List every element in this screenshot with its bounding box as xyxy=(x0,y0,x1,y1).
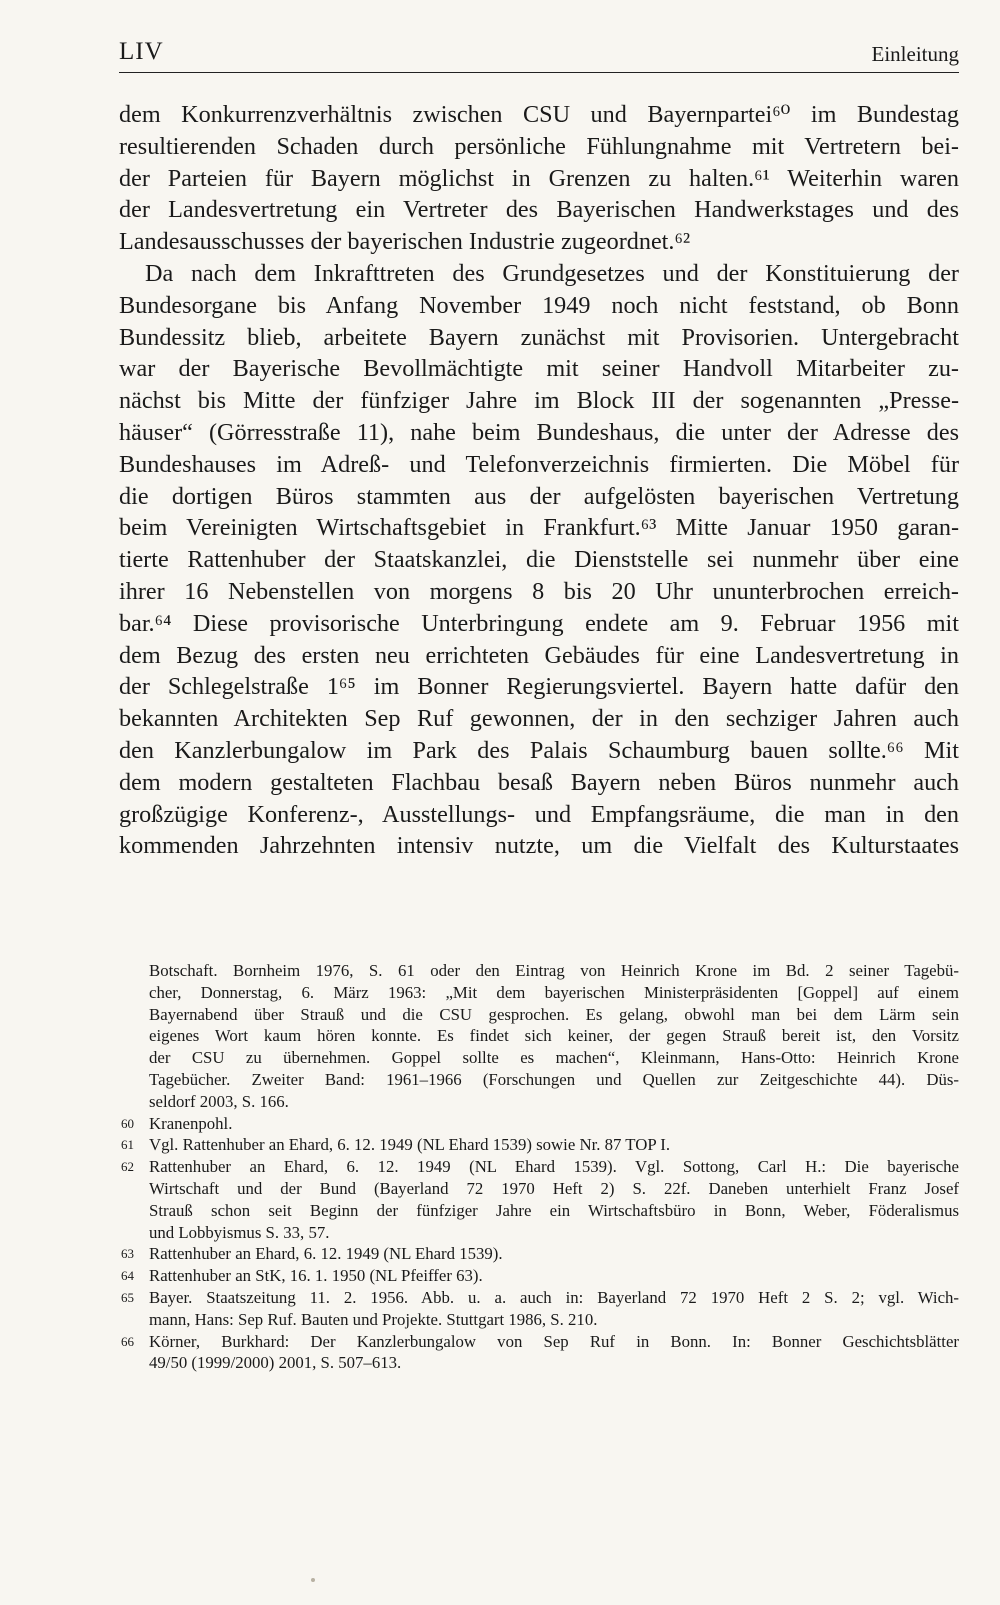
footnote-line: der CSU zu übernehmen. Goppel sollte es machen“, Kleinmann, Hans-Otto: Heinrich Krone xyxy=(149,1048,959,1068)
body-line: tierte Rattenhuber der Staatskanzlei, die Dienststelle sei nunmehr über eine xyxy=(119,546,959,574)
footnote-line: Wirtschaft und der Bund (Bayerland 72 1970 Heft 2) S. 22f. Daneben unterhielt Franz Josef xyxy=(149,1178,959,1198)
footnote-line: mann, Hans: Sep Ruf. Bauten und Projekte. Stuttgart 1986, S. 210. xyxy=(149,1309,598,1329)
footnote-line: seldorf 2003, S. 166. xyxy=(149,1091,289,1111)
footnotes xyxy=(121,960,959,1374)
footnote-line: Kranenpohl. xyxy=(149,1113,233,1133)
body-line: häuser“ (Görresstraße 11), nahe beim Bundeshaus, die unter der Adresse des xyxy=(119,418,959,446)
running-head: Einleitung xyxy=(871,42,959,66)
footnote-line: Rattenhuber an Ehard, 6. 12. 1949 (NL Ehard 1539). xyxy=(149,1244,503,1264)
body-line: Bundesorgane bis Anfang November 1949 noch nicht feststand, ob Bonn xyxy=(119,291,959,319)
footnote-line: und Lobbyismus S. 33, 57. xyxy=(149,1222,330,1242)
footnote-number: 62 xyxy=(121,1159,134,1175)
footnote xyxy=(121,1113,959,1135)
body-line: dem modern gestalteten Flachbau besaß Bayern neben Büros nunmehr auch xyxy=(119,768,959,796)
footnote-line: Botschaft. Bornheim 1976, S. 61 oder den Eintrag von Heinrich Krone im Bd. 2 seiner Tagebü- xyxy=(149,961,959,980)
footnote xyxy=(121,1265,959,1287)
body-line: der Landesvertretung ein Vertreter des Bayerischen Handwerkstages und des xyxy=(119,196,959,224)
body-line: Da nach dem Inkrafttreten des Grundgesetzes und der Konstituierung der xyxy=(145,259,959,287)
footnote-line: Strauß schon seit Beginn der fünfziger Jahre ein Wirtschaftsbüro in Bonn, Weber, Föderalismus xyxy=(149,1200,959,1220)
body-line: nächst bis Mitte der fünfziger Jahre im Block III der sogenannten „Presse- xyxy=(119,387,959,415)
body-line: beim Vereinigten Wirtschaftsgebiet in Frankfurt.⁶³ Mitte Januar 1950 garan- xyxy=(119,514,959,542)
footnote-line: Bayernabend über Strauß und die CSU gesprochen. Es gelang, obwohl man bei dem Lärm sein xyxy=(149,1004,959,1024)
footnote-line: Körner, Burkhard: Der Kanzlerbungalow von Sep Ruf in Bonn. In: Bonner Geschichtsblätter xyxy=(149,1331,959,1351)
footnote-number: 65 xyxy=(121,1289,134,1305)
body-line: dem Konkurrenzverhältnis zwischen CSU und Bayernpartei⁶⁰ im Bundestag xyxy=(119,101,959,128)
footnote xyxy=(121,1243,959,1265)
footnote-line: Vgl. Rattenhuber an Ehard, 6. 12. 1949 (NL Ehard 1539) sowie Nr. 87 TOP I. xyxy=(149,1135,671,1155)
body-line: der Schlegelstraße 1⁶⁵ im Bonner Regierungsviertel. Bayern hatte dafür den xyxy=(119,673,959,701)
footnote-number: 66 xyxy=(121,1333,134,1349)
body-line: die dortigen Büros stammten aus der aufgelösten bayerischen Vertretung xyxy=(119,482,959,510)
footnote-line: Bayer. Staatszeitung 11. 2. 1956. Abb. u. a. auch in: Bayerland 72 1970 Heft 2 S. 2; vgl. Wich- xyxy=(149,1287,959,1307)
body-line: kommenden Jahrzehnten intensiv nutzte, um die Vielfalt des Kulturstaates xyxy=(119,832,959,860)
body-line: Bundessitz blieb, arbeitete Bayern zunächst mit Provisorien. Untergebracht xyxy=(119,323,959,351)
body-line: bekannten Architekten Sep Ruf gewonnen, der in den sechziger Jahren auch xyxy=(119,705,959,733)
footnote-line: 49/50 (1999/2000) 2001, S. 507–613. xyxy=(149,1353,402,1373)
footnote-line: eigenes Wort kaum hören konnte. Es findet sich keiner, der gegen Strauß bereit ist, den Vorsitz xyxy=(149,1026,959,1046)
footnote-number: 63 xyxy=(121,1246,134,1262)
page-header xyxy=(119,38,959,73)
page-number: LIV xyxy=(119,38,164,65)
page-speck xyxy=(311,1578,315,1582)
footnote-continuation xyxy=(149,960,959,1113)
body-line: den Kanzlerbungalow im Park des Palais Schaumburg bauen sollte.⁶⁶ Mit xyxy=(119,736,959,764)
footnote xyxy=(121,1331,959,1375)
footnote-line: Rattenhuber an Ehard, 6. 12. 1949 (NL Ehard 1539). Vgl. Sottong, Carl H.: Die bayerische xyxy=(149,1157,959,1177)
footnote xyxy=(121,1134,959,1156)
footnote-number: 61 xyxy=(121,1137,134,1153)
body-line: resultierenden Schaden durch persönliche Fühlungnahme mit Vertretern bei- xyxy=(119,132,959,160)
footnote-line: cher, Donnerstag, 6. März 1963: „Mit dem bayerischen Ministerpräsidenten [Goppel] auf einem xyxy=(149,982,959,1002)
body-line: war der Bayerische Bevollmächtigte mit seiner Handvoll Mitarbeiter zu- xyxy=(119,355,959,383)
body-line: der Parteien für Bayern möglichst in Grenzen zu halten.⁶¹ Weiterhin waren xyxy=(119,164,959,192)
footnote-number: 60 xyxy=(121,1115,134,1131)
footnote xyxy=(121,1156,959,1243)
body-line: Bundeshauses im Adreß- und Telefonverzeichnis firmierten. Die Möbel für xyxy=(119,450,959,478)
body-line: ihrer 16 Nebenstellen von morgens 8 bis 20 Uhr ununterbrochen erreich- xyxy=(119,577,959,605)
body-line: Landesausschusses der bayerischen Industrie zugeordnet.⁶² xyxy=(119,228,691,256)
footnote-number: 64 xyxy=(121,1268,134,1284)
body-line: großzügige Konferenz-, Ausstellungs- und Empfangsräume, die man in den xyxy=(119,800,959,828)
footnote-line: Rattenhuber an StK, 16. 1. 1950 (NL Pfeiffer 63). xyxy=(149,1266,483,1286)
footnote xyxy=(121,1287,959,1331)
main-text xyxy=(119,99,959,862)
footnote-line: Tagebücher. Zweiter Band: 1961–1966 (Forschungen und Quellen zur Zeitgeschichte 44). Düs- xyxy=(149,1069,959,1089)
body-line: bar.⁶⁴ Diese provisorische Unterbringung endete am 9. Februar 1956 mit xyxy=(119,609,959,637)
body-line: dem Bezug des ersten neu errichteten Gebäudes für eine Landesvertretung in xyxy=(119,641,959,669)
